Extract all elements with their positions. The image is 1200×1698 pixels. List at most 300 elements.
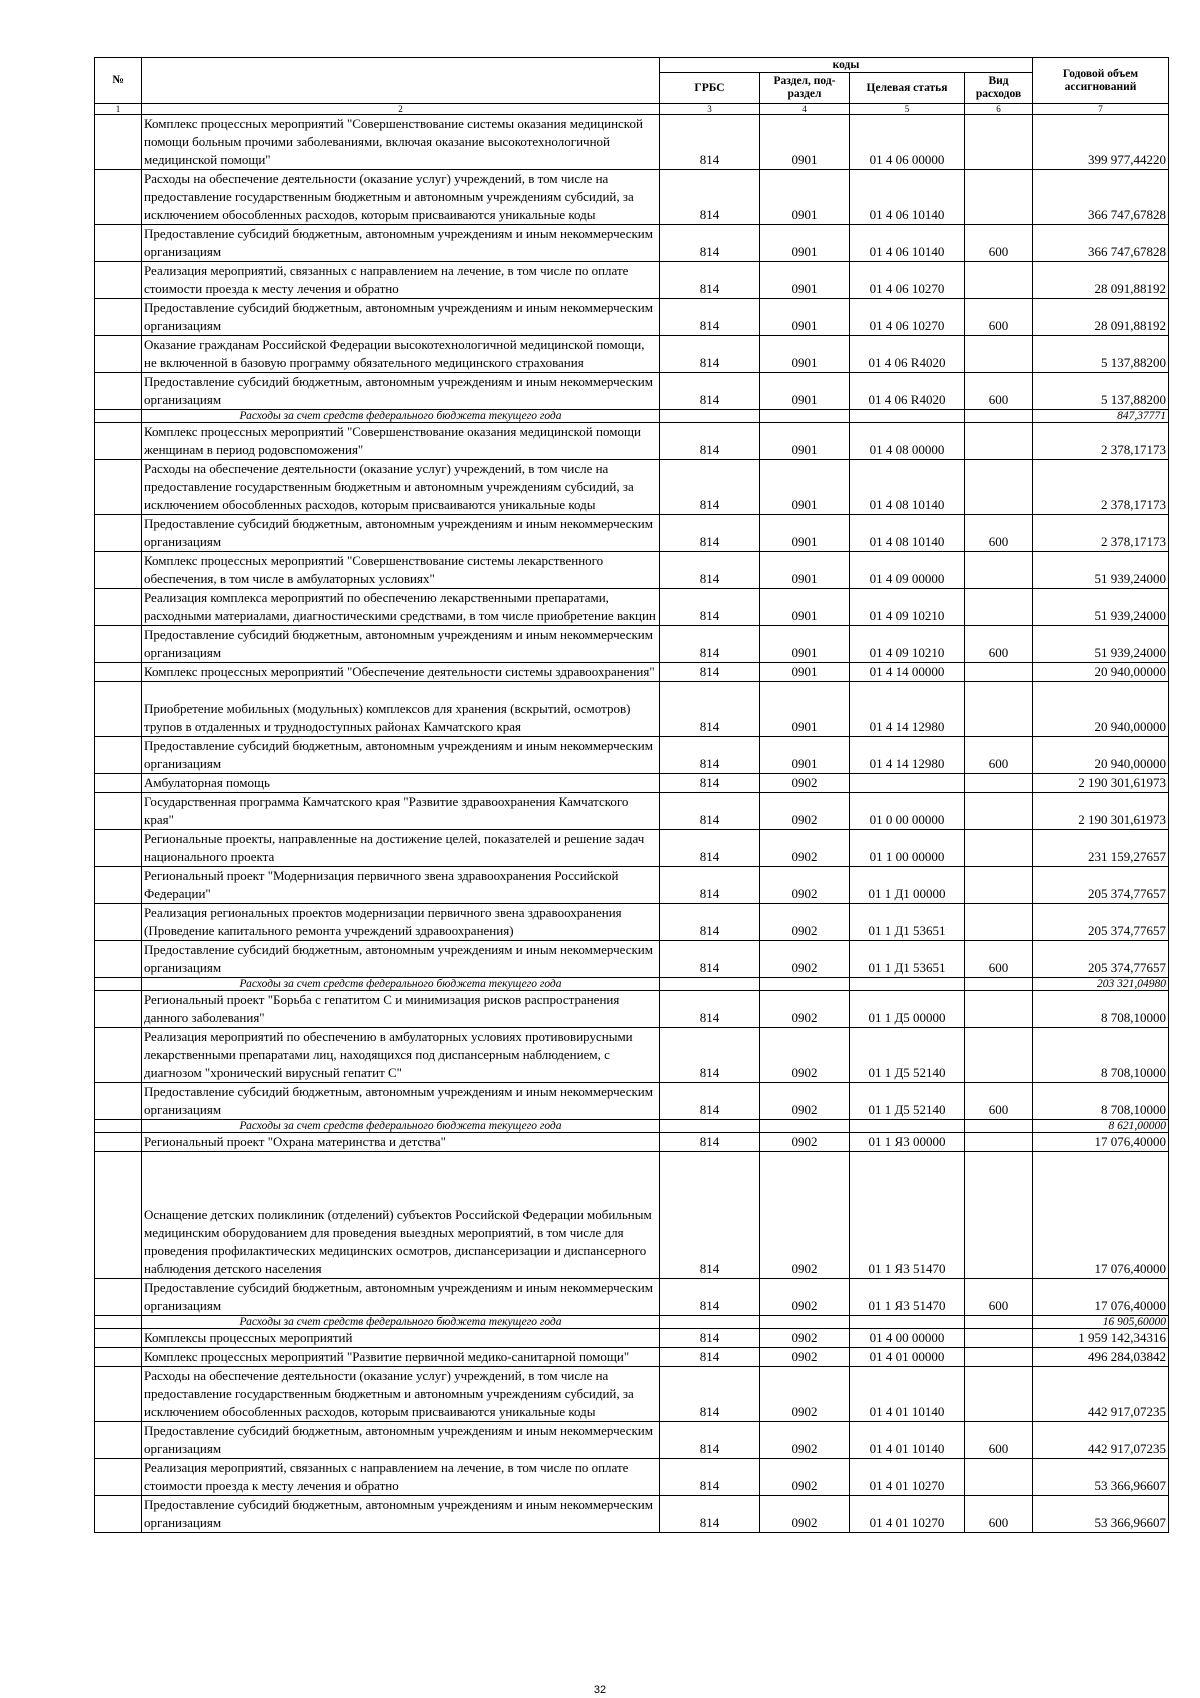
table-row — [95, 225, 1169, 262]
grbs-cell: 814 — [660, 682, 760, 737]
target-cell — [850, 1316, 965, 1329]
section-cell: 0902 — [760, 904, 850, 941]
row-number-cell — [95, 1279, 142, 1316]
target-cell: 01 4 06 R4020 — [850, 373, 965, 410]
amount-cell: 205 374,77657 — [1033, 867, 1169, 904]
table-row — [95, 1422, 1169, 1459]
section-cell: 0902 — [760, 1152, 850, 1279]
target-cell: 01 1 Д1 53651 — [850, 904, 965, 941]
target-cell: 01 1 00 00000 — [850, 830, 965, 867]
budget-table — [94, 57, 1169, 1533]
amount-cell: 366 747,67828 — [1033, 170, 1169, 225]
table-row — [95, 552, 1169, 589]
section-cell: 0902 — [760, 991, 850, 1028]
name-cell: Приобретение мобильных (модульных) комплексов для хранения (вскрытий, осмотров) трупов в отдаленных и труднодоступных районах Камчатского края — [142, 682, 660, 737]
section-cell: 0901 — [760, 262, 850, 299]
exptype-cell — [965, 1459, 1033, 1496]
header-col-number: 3 — [660, 104, 760, 115]
section-cell: 0901 — [760, 170, 850, 225]
row-number-cell — [95, 793, 142, 830]
section-cell: 0901 — [760, 225, 850, 262]
name-cell: Предоставление субсидий бюджетным, автономным учреждениям и иным некоммерческим организациям — [142, 1422, 660, 1459]
amount-cell: 205 374,77657 — [1033, 941, 1169, 978]
name-cell: Предоставление субсидий бюджетным, автономным учреждениям и иным некоммерческим организациям — [142, 737, 660, 774]
target-cell: 01 1 Д5 52140 — [850, 1028, 965, 1083]
name-cell: Предоставление субсидий бюджетным, автономным учреждениям и иным некоммерческим организациям — [142, 1083, 660, 1120]
target-cell: 01 1 Я3 00000 — [850, 1133, 965, 1152]
header-col-number: 2 — [142, 104, 660, 115]
name-cell: Предоставление субсидий бюджетным, автономным учреждениям и иным некоммерческим организациям — [142, 515, 660, 552]
amount-cell: 2 190 301,61973 — [1033, 774, 1169, 793]
grbs-cell: 814 — [660, 1279, 760, 1316]
target-cell: 01 1 Д1 00000 — [850, 867, 965, 904]
name-cell: Расходы на обеспечение деятельности (оказание услуг) учреждений, в том числе на предоставление государственным бюджетным и автономным учреждениям субсидий, за исключением обособленных расходов, которым присваиваются уникальные коды — [142, 1367, 660, 1422]
amount-cell: 205 374,77657 — [1033, 904, 1169, 941]
target-cell: 01 4 14 00000 — [850, 663, 965, 682]
target-cell: 01 4 00 00000 — [850, 1329, 965, 1348]
name-cell: Реализация комплекса мероприятий по обеспечению лекарственными препаратами, расходными материалами, диагностическими средствами, в том числе приобретение вакцин — [142, 589, 660, 626]
section-cell — [760, 1316, 850, 1329]
section-cell: 0901 — [760, 737, 850, 774]
exptype-cell — [965, 1152, 1033, 1279]
grbs-cell: 814 — [660, 115, 760, 170]
target-cell: 01 4 01 10140 — [850, 1422, 965, 1459]
section-cell: 0901 — [760, 423, 850, 460]
row-number-cell — [95, 552, 142, 589]
row-number-cell — [95, 589, 142, 626]
target-cell: 01 4 08 00000 — [850, 423, 965, 460]
name-cell: Предоставление субсидий бюджетным, автономным учреждениям и иным некоммерческим организациям — [142, 1496, 660, 1533]
table-row — [95, 1133, 1169, 1152]
name-cell: Расходы за счет средств федерального бюджета текущего года — [142, 978, 660, 991]
name-cell: Расходы на обеспечение деятельности (оказание услуг) учреждений, в том числе на предоставление государственным бюджетным и автономным учреждениям субсидий, за исключением обособленных расходов, которым присваиваются уникальные коды — [142, 460, 660, 515]
grbs-cell: 814 — [660, 1459, 760, 1496]
row-number-cell — [95, 423, 142, 460]
table-row — [95, 682, 1169, 737]
amount-cell: 20 940,00000 — [1033, 682, 1169, 737]
exptype-cell: 600 — [965, 626, 1033, 663]
grbs-cell: 814 — [660, 1348, 760, 1367]
target-cell: 01 4 09 10210 — [850, 589, 965, 626]
section-cell: 0901 — [760, 682, 850, 737]
exptype-cell — [965, 1028, 1033, 1083]
name-cell: Расходы за счет средств федерального бюджета текущего года — [142, 410, 660, 423]
header-exptype: Вид расходов — [965, 73, 1033, 104]
table-row — [95, 737, 1169, 774]
exptype-cell — [965, 1316, 1033, 1329]
table-row — [95, 663, 1169, 682]
target-cell: 01 4 06 R4020 — [850, 336, 965, 373]
header-section: Раздел, под-раздел — [760, 73, 850, 104]
header-col-number: 1 — [95, 104, 142, 115]
name-cell: Региональный проект "Борьба с гепатитом С и минимизация рисков распространения данного заболевания" — [142, 991, 660, 1028]
exptype-cell: 600 — [965, 737, 1033, 774]
row-number-cell — [95, 170, 142, 225]
grbs-cell: 814 — [660, 1496, 760, 1533]
name-cell: Предоставление субсидий бюджетным, автономным учреждениям и иным некоммерческим организациям — [142, 1279, 660, 1316]
amount-cell: 16 905,60000 — [1033, 1316, 1169, 1329]
name-cell: Региональный проект "Модернизация первичного звена здравоохранения Российской Федерации" — [142, 867, 660, 904]
table-row — [95, 1028, 1169, 1083]
grbs-cell: 814 — [660, 867, 760, 904]
header-grbs: ГРБС — [660, 73, 760, 104]
amount-cell: 399 977,44220 — [1033, 115, 1169, 170]
table-row — [95, 1348, 1169, 1367]
name-cell: Комплекс процессных мероприятий "Совершенствование оказания медицинской помощи женщинам в период родовспоможения" — [142, 423, 660, 460]
target-cell: 01 4 01 10140 — [850, 1367, 965, 1422]
row-number-cell — [95, 991, 142, 1028]
section-cell: 0902 — [760, 1083, 850, 1120]
target-cell: 01 1 Д5 00000 — [850, 991, 965, 1028]
exptype-cell — [965, 991, 1033, 1028]
header-no: № — [95, 58, 142, 104]
exptype-cell — [965, 410, 1033, 423]
amount-cell: 51 939,24000 — [1033, 626, 1169, 663]
row-number-cell — [95, 1348, 142, 1367]
grbs-cell: 814 — [660, 663, 760, 682]
amount-cell: 847,37771 — [1033, 410, 1169, 423]
table-row — [95, 1496, 1169, 1533]
amount-cell: 53 366,96607 — [1033, 1496, 1169, 1533]
row-number-cell — [95, 262, 142, 299]
exptype-cell — [965, 682, 1033, 737]
target-cell: 01 4 06 10270 — [850, 262, 965, 299]
name-cell: Предоставление субсидий бюджетным, автономным учреждениям и иным некоммерческим организациям — [142, 299, 660, 336]
exptype-cell — [965, 1329, 1033, 1348]
table-row — [95, 1329, 1169, 1348]
table-row — [95, 299, 1169, 336]
header-col-number: 4 — [760, 104, 850, 115]
table-row — [95, 793, 1169, 830]
grbs-cell: 814 — [660, 1083, 760, 1120]
target-cell: 01 4 06 10140 — [850, 170, 965, 225]
target-cell: 01 4 14 12980 — [850, 737, 965, 774]
name-cell: Предоставление субсидий бюджетным, автономным учреждениям и иным некоммерческим организациям — [142, 373, 660, 410]
section-cell: 0901 — [760, 373, 850, 410]
name-cell: Оказание гражданам Российской Федерации высокотехнологичной медицинской помощи, не включенной в базовую программу обязательного медицинского страхования — [142, 336, 660, 373]
target-cell: 01 1 Я3 51470 — [850, 1279, 965, 1316]
grbs-cell: 814 — [660, 1028, 760, 1083]
header-amount: Годовой объем ассигнований — [1033, 58, 1169, 104]
row-number-cell — [95, 978, 142, 991]
row-number-cell — [95, 867, 142, 904]
amount-cell: 20 940,00000 — [1033, 737, 1169, 774]
table-row — [95, 262, 1169, 299]
target-cell: 01 4 06 00000 — [850, 115, 965, 170]
grbs-cell: 814 — [660, 830, 760, 867]
section-cell — [760, 1120, 850, 1133]
exptype-cell — [965, 336, 1033, 373]
exptype-cell — [965, 904, 1033, 941]
row-number-cell — [95, 1028, 142, 1083]
grbs-cell: 814 — [660, 991, 760, 1028]
section-cell — [760, 978, 850, 991]
row-number-cell — [95, 410, 142, 423]
grbs-cell: 814 — [660, 373, 760, 410]
target-cell — [850, 774, 965, 793]
grbs-cell: 814 — [660, 423, 760, 460]
header-col-number: 6 — [965, 104, 1033, 115]
row-number-cell — [95, 737, 142, 774]
name-cell: Реализация мероприятий по обеспечению в амбулаторных условиях противовирусными лекарственными препаратами лиц, находящихся под диспансерным наблюдением, с диагнозом "хронический вирусный гепатит С" — [142, 1028, 660, 1083]
section-cell: 0901 — [760, 336, 850, 373]
row-number-cell — [95, 1120, 142, 1133]
section-cell: 0902 — [760, 1279, 850, 1316]
grbs-cell: 814 — [660, 904, 760, 941]
amount-cell: 2 378,17173 — [1033, 460, 1169, 515]
target-cell — [850, 410, 965, 423]
table-row — [95, 1459, 1169, 1496]
exptype-cell — [965, 774, 1033, 793]
exptype-cell — [965, 793, 1033, 830]
grbs-cell — [660, 978, 760, 991]
amount-cell: 2 378,17173 — [1033, 423, 1169, 460]
row-number-cell — [95, 1496, 142, 1533]
header-target: Целевая статья — [850, 73, 965, 104]
grbs-cell: 814 — [660, 262, 760, 299]
target-cell: 01 4 09 10210 — [850, 626, 965, 663]
grbs-cell: 814 — [660, 1133, 760, 1152]
name-cell: Государственная программа Камчатского края "Развитие здравоохранения Камчатского края" — [142, 793, 660, 830]
table-row — [95, 373, 1169, 410]
grbs-cell: 814 — [660, 626, 760, 663]
exptype-cell — [965, 170, 1033, 225]
section-cell: 0901 — [760, 552, 850, 589]
amount-cell: 8 708,10000 — [1033, 1083, 1169, 1120]
row-number-cell — [95, 515, 142, 552]
table-row — [95, 1083, 1169, 1120]
row-number-cell — [95, 774, 142, 793]
row-number-cell — [95, 830, 142, 867]
section-cell: 0901 — [760, 589, 850, 626]
section-cell: 0901 — [760, 515, 850, 552]
amount-cell: 51 939,24000 — [1033, 589, 1169, 626]
target-cell: 01 1 Д5 52140 — [850, 1083, 965, 1120]
table-row — [95, 941, 1169, 978]
row-number-cell — [95, 373, 142, 410]
table-row — [95, 867, 1169, 904]
section-cell: 0902 — [760, 941, 850, 978]
section-cell: 0901 — [760, 663, 850, 682]
amount-cell: 203 321,04980 — [1033, 978, 1169, 991]
exptype-cell — [965, 978, 1033, 991]
grbs-cell: 814 — [660, 941, 760, 978]
target-cell: 01 4 14 12980 — [850, 682, 965, 737]
amount-cell: 2 190 301,61973 — [1033, 793, 1169, 830]
row-number-cell — [95, 1422, 142, 1459]
target-cell: 01 4 06 10270 — [850, 299, 965, 336]
row-number-cell — [95, 460, 142, 515]
header-name — [142, 58, 660, 104]
row-number-cell — [95, 626, 142, 663]
amount-cell: 2 378,17173 — [1033, 515, 1169, 552]
target-cell: 01 0 00 00000 — [850, 793, 965, 830]
page-number: 32 — [593, 1684, 607, 1696]
target-cell: 01 4 08 10140 — [850, 460, 965, 515]
exptype-cell: 600 — [965, 1422, 1033, 1459]
amount-cell: 5 137,88200 — [1033, 336, 1169, 373]
name-cell: Предоставление субсидий бюджетным, автономным учреждениям и иным некоммерческим организациям — [142, 941, 660, 978]
table-row — [95, 170, 1169, 225]
federal-budget-row — [95, 1120, 1169, 1133]
name-cell: Реализация мероприятий, связанных с направлением на лечение, в том числе по оплате стоимости проезда к месту лечения и обратно — [142, 1459, 660, 1496]
table-header — [95, 58, 1169, 115]
section-cell: 0902 — [760, 867, 850, 904]
table-row — [95, 423, 1169, 460]
table-row — [95, 991, 1169, 1028]
grbs-cell — [660, 1316, 760, 1329]
exptype-cell: 600 — [965, 1279, 1033, 1316]
exptype-cell — [965, 460, 1033, 515]
section-cell: 0902 — [760, 1496, 850, 1533]
row-number-cell — [95, 1329, 142, 1348]
grbs-cell — [660, 410, 760, 423]
table-row — [95, 115, 1169, 170]
target-cell — [850, 1120, 965, 1133]
name-cell: Реализация мероприятий, связанных с направлением на лечение, в том числе по оплате стоимости проезда к месту лечения и обратно — [142, 262, 660, 299]
amount-cell: 8 621,00000 — [1033, 1120, 1169, 1133]
row-number-cell — [95, 225, 142, 262]
amount-cell: 17 076,40000 — [1033, 1279, 1169, 1316]
table-row — [95, 904, 1169, 941]
grbs-cell: 814 — [660, 515, 760, 552]
grbs-cell: 814 — [660, 225, 760, 262]
exptype-cell — [965, 830, 1033, 867]
exptype-cell — [965, 1348, 1033, 1367]
amount-cell: 442 917,07235 — [1033, 1367, 1169, 1422]
target-cell: 01 4 01 10270 — [850, 1496, 965, 1533]
amount-cell: 17 076,40000 — [1033, 1152, 1169, 1279]
row-number-cell — [95, 941, 142, 978]
section-cell: 0902 — [760, 1459, 850, 1496]
name-cell: Оснащение детских поликлиник (отделений) субъектов Российской Федерации мобильным медицинским оборудованием для проведения выездных мероприятий, в том числе для проведения профилактических медицинских осмотров, диспансеризации и диспансерного наблюдения детского населения — [142, 1152, 660, 1279]
row-number-cell — [95, 904, 142, 941]
row-number-cell — [95, 299, 142, 336]
exptype-cell — [965, 1120, 1033, 1133]
amount-cell: 5 137,88200 — [1033, 373, 1169, 410]
amount-cell: 51 939,24000 — [1033, 552, 1169, 589]
amount-cell: 231 159,27657 — [1033, 830, 1169, 867]
exptype-cell — [965, 1367, 1033, 1422]
amount-cell: 8 708,10000 — [1033, 991, 1169, 1028]
exptype-cell — [965, 262, 1033, 299]
section-cell: 0902 — [760, 830, 850, 867]
section-cell: 0902 — [760, 1422, 850, 1459]
header-codes: коды — [660, 58, 1033, 73]
exptype-cell: 600 — [965, 225, 1033, 262]
table-row — [95, 515, 1169, 552]
table-row — [95, 774, 1169, 793]
name-cell: Реализация региональных проектов модернизации первичного звена здравоохранения (Проведение капитального ремонта учреждений здравоохранения) — [142, 904, 660, 941]
section-cell: 0901 — [760, 626, 850, 663]
exptype-cell — [965, 552, 1033, 589]
name-cell: Региональные проекты, направленные на достижение целей, показателей и решение задач национального проекта — [142, 830, 660, 867]
row-number-cell — [95, 663, 142, 682]
name-cell: Комплекс процессных мероприятий "Совершенствование системы лекарственного обеспечения, в том числе в амбулаторных условиях" — [142, 552, 660, 589]
target-cell: 01 1 Я3 51470 — [850, 1152, 965, 1279]
section-cell: 0901 — [760, 115, 850, 170]
name-cell: Расходы за счет средств федерального бюджета текущего года — [142, 1120, 660, 1133]
section-cell: 0901 — [760, 299, 850, 336]
exptype-cell: 600 — [965, 941, 1033, 978]
row-number-cell — [95, 1367, 142, 1422]
amount-cell: 17 076,40000 — [1033, 1133, 1169, 1152]
grbs-cell — [660, 1120, 760, 1133]
target-cell: 01 4 09 00000 — [850, 552, 965, 589]
amount-cell: 28 091,88192 — [1033, 299, 1169, 336]
name-cell: Комплекс процессных мероприятий "Развитие первичной медико-санитарной помощи" — [142, 1348, 660, 1367]
row-number-cell — [95, 1459, 142, 1496]
table-row — [95, 336, 1169, 373]
section-cell: 0902 — [760, 793, 850, 830]
name-cell: Расходы на обеспечение деятельности (оказание услуг) учреждений, в том числе на предоставление государственным бюджетным и автономным учреждениям субсидий, за исключением обособленных расходов, которым присваиваются уникальные коды — [142, 170, 660, 225]
grbs-cell: 814 — [660, 1422, 760, 1459]
amount-cell: 366 747,67828 — [1033, 225, 1169, 262]
grbs-cell: 814 — [660, 336, 760, 373]
row-number-cell — [95, 336, 142, 373]
header-col-number: 7 — [1033, 104, 1169, 115]
table-body — [95, 115, 1169, 1533]
exptype-cell: 600 — [965, 1496, 1033, 1533]
section-cell: 0901 — [760, 460, 850, 515]
name-cell: Комплексы процессных мероприятий — [142, 1329, 660, 1348]
row-number-cell — [95, 115, 142, 170]
exptype-cell: 600 — [965, 515, 1033, 552]
name-cell: Предоставление субсидий бюджетным, автономным учреждениям и иным некоммерческим организациям — [142, 626, 660, 663]
exptype-cell — [965, 1133, 1033, 1152]
table-row — [95, 589, 1169, 626]
exptype-cell — [965, 589, 1033, 626]
section-cell: 0902 — [760, 1348, 850, 1367]
name-cell: Амбулаторная помощь — [142, 774, 660, 793]
grbs-cell: 814 — [660, 460, 760, 515]
table-row — [95, 626, 1169, 663]
grbs-cell: 814 — [660, 299, 760, 336]
target-cell: 01 1 Д1 53651 — [850, 941, 965, 978]
name-cell: Комплекс процессных мероприятий "Обеспечение деятельности системы здравоохранения" — [142, 663, 660, 682]
section-cell: 0902 — [760, 1329, 850, 1348]
amount-cell: 442 917,07235 — [1033, 1422, 1169, 1459]
amount-cell: 496 284,03842 — [1033, 1348, 1169, 1367]
row-number-cell — [95, 1083, 142, 1120]
grbs-cell: 814 — [660, 552, 760, 589]
exptype-cell — [965, 423, 1033, 460]
target-cell: 01 4 08 10140 — [850, 515, 965, 552]
row-number-cell — [95, 1316, 142, 1329]
name-cell: Предоставление субсидий бюджетным, автономным учреждениям и иным некоммерческим организациям — [142, 225, 660, 262]
federal-budget-row — [95, 1316, 1169, 1329]
table-row — [95, 1367, 1169, 1422]
name-cell: Расходы за счет средств федерального бюджета текущего года — [142, 1316, 660, 1329]
exptype-cell: 600 — [965, 299, 1033, 336]
header-col-number: 5 — [850, 104, 965, 115]
exptype-cell — [965, 867, 1033, 904]
grbs-cell: 814 — [660, 170, 760, 225]
table-row — [95, 1279, 1169, 1316]
section-cell: 0902 — [760, 774, 850, 793]
name-cell: Региональный проект "Охрана материнства и детства" — [142, 1133, 660, 1152]
target-cell: 01 4 01 00000 — [850, 1348, 965, 1367]
amount-cell: 20 940,00000 — [1033, 663, 1169, 682]
grbs-cell: 814 — [660, 589, 760, 626]
federal-budget-row — [95, 410, 1169, 423]
section-cell: 0902 — [760, 1028, 850, 1083]
name-cell: Комплекс процессных мероприятий "Совершенствование системы оказания медицинской помощи больным прочими заболеваниями, включая оказание высокотехнологичной медицинской помощи" — [142, 115, 660, 170]
target-cell — [850, 978, 965, 991]
table-row — [95, 460, 1169, 515]
amount-cell: 28 091,88192 — [1033, 262, 1169, 299]
exptype-cell: 600 — [965, 373, 1033, 410]
